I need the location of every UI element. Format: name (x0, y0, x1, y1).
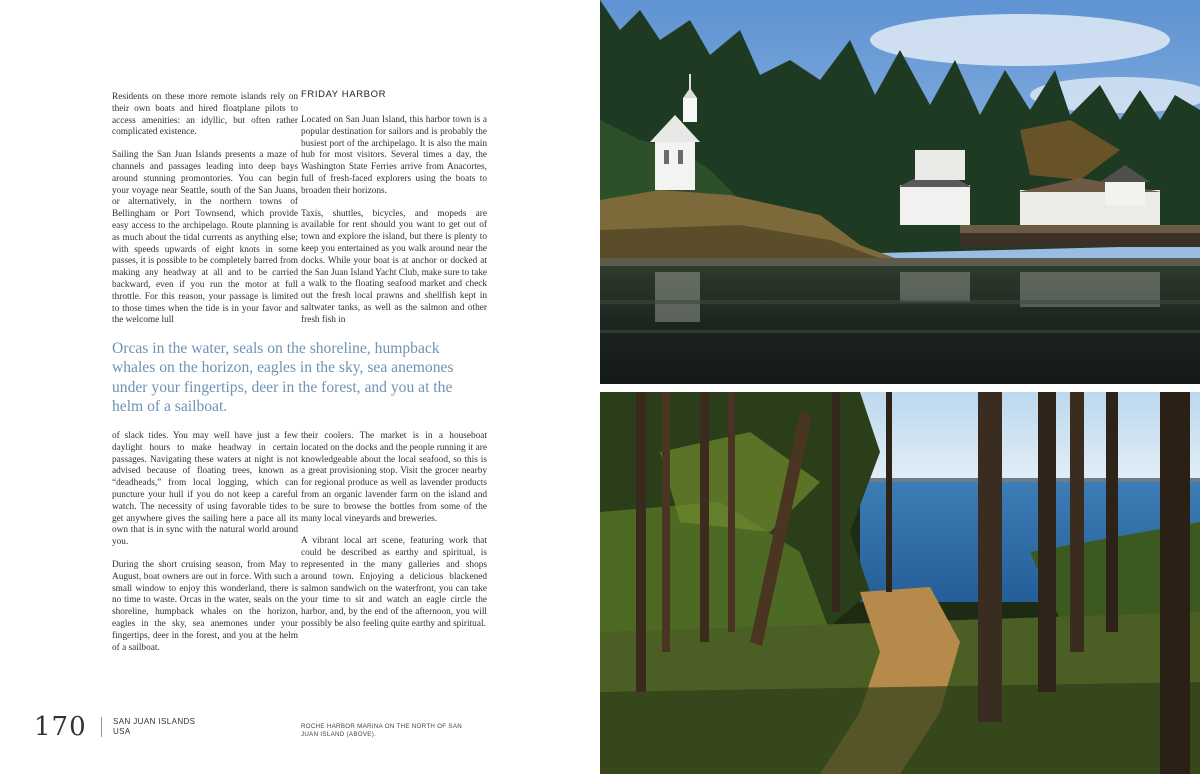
body-column-right-lower (301, 431, 487, 642)
running-section-label (113, 717, 195, 737)
pull-quote: Orcas in the water, seals on the shoreline, humpback whales on the horizon, eagles in the sky, sea anemones under your fingertips, deer in the forest, and you at the helm of a sailboat. (112, 340, 454, 416)
section-line: SAN JUAN ISLANDS (113, 717, 196, 726)
body-column-left-upper (112, 92, 298, 338)
body-paragraph: Located on San Juan Island, this harbor town is a popular destination for sailors and is probably the busiest port of the archipelago. It is also the main hub for most visitors. Several times a day, the Washington State Ferries arrive from Anacortes, full of fresh-faced explorers using the boats to broaden their horizons. (301, 115, 487, 196)
body-paragraph: During the short cruising season, from May to August, boat owners are out in force. With such a small window to enjoy this wonderland, there is no time to waste. Orcas in the water, seals on the shoreline, humpback whales on the horizon, eagles in the sky, sea anemones under your fingertips, deer in the forest, and you at the helm of a sailboat. (112, 559, 298, 653)
section-heading: FRIDAY HARBOR (301, 89, 387, 100)
photo-caption: ROCHE HARBOR MARINA ON THE NORTH OF SAN JUAN ISLAND (ABOVE). (301, 723, 463, 738)
body-paragraph: A vibrant local art scene, featuring work that could be described as earthy and spiritual, is represented in the many galleries and shops around town. Enjoying a delicious blackened salmon sandwich on the waterfront, you can take your time to sit and watch an eagle circle the harbor, and, by the end of the afternoon, you will possibly be also feeling quite earthy and spiritual. (301, 536, 487, 629)
section-line: USA (113, 727, 131, 736)
body-column-left-lower (112, 431, 298, 665)
harbor-photo (600, 0, 1200, 384)
body-paragraph: their coolers. The market is in a houseboat located on the docks and the people running it are knowledgeable about the local seafood, so this is a great provisioning stop. Visit the grocer nearby for regional produce as well as lavender products from an organic lavender farm on the island and be sure to browse the bottles from some of the many local vineyards and breweries. (301, 431, 487, 524)
footer-divider (101, 717, 102, 737)
page-number: 170 (34, 712, 87, 742)
body-column-right-upper (301, 115, 487, 338)
body-paragraph: Sailing the San Juan Islands presents a maze of channels and passages leading into deep bays around stunning promontories. You can begin your voyage near Seattle, south of the San Juans, or alternatively, in the northern towns of Bellingham or Port Townsend, which provide easy access to the archipelago. Route planning is as much about the tidal currents as anything else; with speeds upwards of eight knots in some passes, it is possible to be completely barred from making any headway at all and to be carried backward, even if you run the motor at full throttle. For this reason, your passage is limited to those times when the tide is in your favor and the welcome lull (112, 150, 298, 326)
body-paragraph: of slack tides. You may well have just a few daylight hours to make headway in certain passages. Navigating these waters at night is not advised because of floating trees, known as “deadheads,” from local logging, which can puncture your hull if you do not keep a careful watch. The necessity of using favorable tides to get anywhere gives the sailing here a pace all its own that is in sync with the natural world around you. (112, 431, 298, 548)
body-paragraph: Residents on these more remote islands rely on their own boats and hired floatplane pilots to access amenities: an idyllic, but often rather complicated existence. (112, 92, 298, 138)
body-paragraph: Taxis, shuttles, bicycles, and mopeds are available for rent should you want to get out of town and explore the island, but there is plenty to keep you entertained as you walk around near the docks. While your boat is at anchor or docked at the San Juan Island Yacht Club, make sure to take a walk to the floating seafood market and check out the fresh local prawns and shellfish kept in saltwater tanks, as well as the salmon and other fresh fish in (301, 208, 487, 325)
forest-trail-photo (600, 392, 1200, 774)
